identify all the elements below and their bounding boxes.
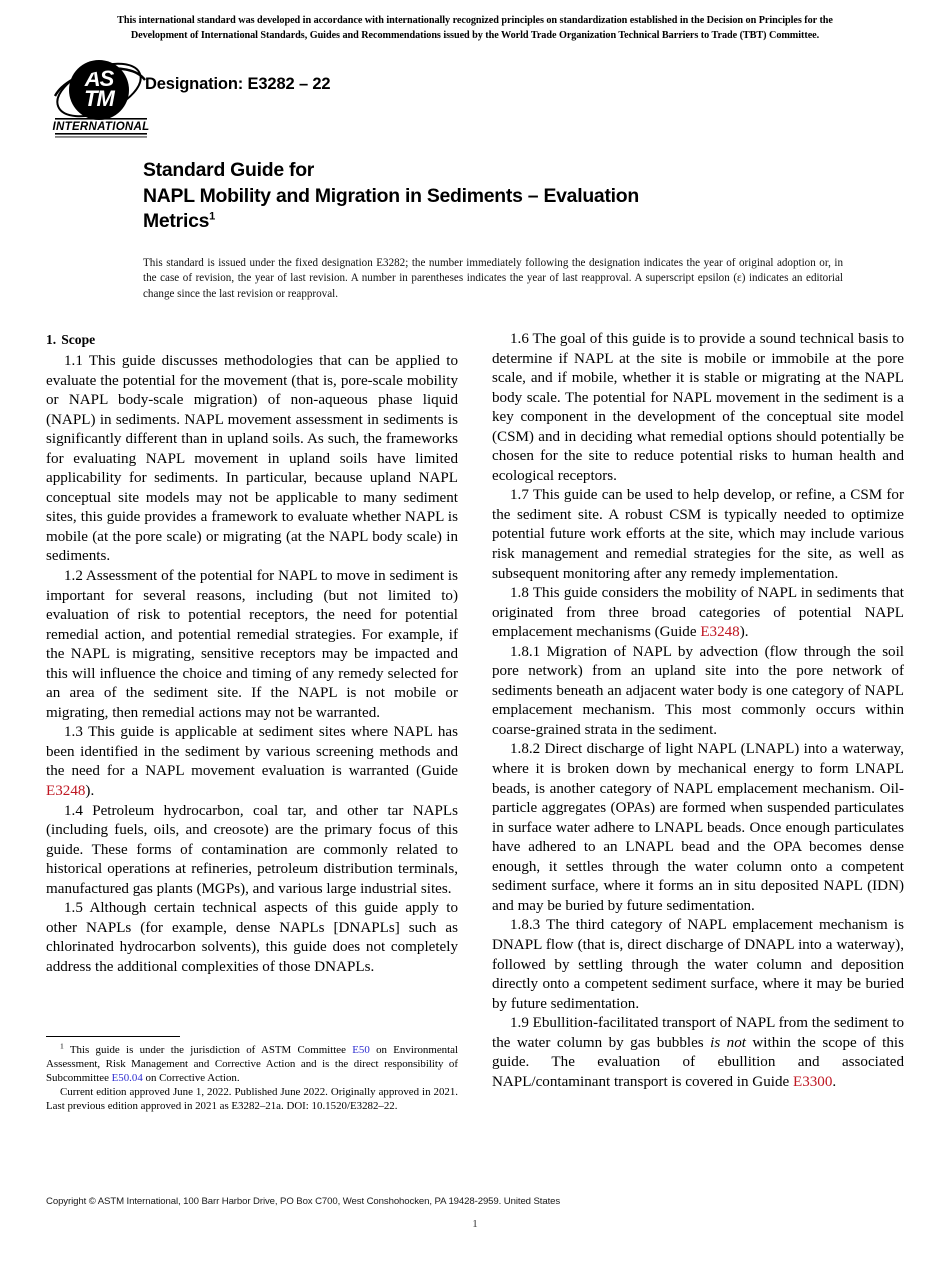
guide-link-e3300[interactable]: E3300 [792, 1073, 833, 1090]
paragraph-1-4: 1.4 Petroleum hydrocarbon, coal tar, and other tar NAPLs (including fuels, oils, and creosote) are the primary focus of this guide. These forms of contamination are commonly related to historical operations at refineries, petroleum distribution terminals, manufactured gas plants (MGPs), and various large industrial sites. [46, 802, 458, 897]
paragraph-1-3-text-after: ). [85, 783, 95, 800]
left-column [46, 330, 458, 978]
paragraph-1-3 [46, 723, 458, 801]
footnote-jurisdiction [46, 1043, 458, 1085]
section-title: Scope [61, 332, 96, 347]
title-line-3 [143, 209, 903, 235]
committee-link-e50[interactable]: E50 [352, 1044, 370, 1056]
paragraph-1-7: 1.7 This guide can be used to help develop, or refine, a CSM for the sediment site. A robust CSM is typically needed to optimize potential future work efforts at the site, which may include various risk management and remedial strategies for the site, as well as subsequent monitoring after any remedy implementation. [492, 487, 904, 582]
banner-line-1: This international standard was developed in accordance with internationally recognized principles on standardization established in the Decision on Principles for the [117, 15, 833, 26]
title-footnote-marker: 1 [209, 210, 216, 223]
footnote-marker: 1 [60, 1041, 64, 1051]
footnote-part-3: on Corrective Action. [142, 1072, 240, 1084]
paragraph-1-3-text-before: 1.3 This guide is applicable at sediment sites where NAPL has been identified in the sediment by various screening methods and the need for a NAPL movement evaluation is warranted (Guide [46, 724, 458, 780]
guide-link-e3248[interactable]: E3248 [46, 783, 86, 800]
paragraph-1-1: 1.1 This guide discusses methodologies that can be applied to evaluate the potential for the movement (that is, pore-scale mobility or NAPL body-scale migration) of non-aqueous phase liquid (NAPL) in sediments. NAPL movement assessment in sediments is significantly different than in upland soils. As such, the frameworks for evaluating NAPL movement in upland soils have limited applicability for sediments. In particular, because upland NAPL conceptual site models may not be applicable to many sediment sites, this guide provides a framework to evaluate whether NAPL is mobile (at the pore scale) or migrating (at the NAPL body scale) in sediments. [46, 353, 458, 565]
paragraph-1-9-emphasis: is not [710, 1034, 746, 1051]
masthead [46, 56, 906, 142]
footnote-part-2: on Environmental Assessment, Risk Management and Corrective Action and is the direct responsibility of Subcommittee [46, 1044, 459, 1084]
footnote-rule [46, 1036, 180, 1037]
paragraph-1-9 [492, 1014, 904, 1092]
right-column [492, 330, 904, 1092]
section-number: 1. [46, 332, 57, 347]
paragraph-1-8 [492, 584, 904, 643]
subcommittee-link-e50-04[interactable]: E50.04 [111, 1072, 143, 1084]
issue-statement: This standard is issued under the fixed designation E3282; the number immediately following the designation indicates the year of original adoption or, in the case of revision, the year of last revision. A number in parentheses indicates the year of last reapproval. A superscript epsilon (ε) indicates an editorial change since the last revision or reapproval. [143, 257, 843, 300]
paragraph-1-5: 1.5 Although certain technical aspects of this guide apply to other NAPLs (for example, dense NAPLs [DNAPLs] such as chlorinated hydrocarbon solvents), this guide does not completely address the additional complexities of those DNAPLs. [46, 900, 458, 975]
page-number: 1 [472, 1218, 478, 1230]
paragraph-1-8-2: 1.8.2 Direct discharge of light NAPL (LNAPL) into a waterway, where it is broken down by mechanical energy to form LNAPL beads, is another category of NAPL emplacement mechanism. Oil-particle aggregates (OPAs) are formed when suspended particulates in surface water adhere to LNAPL beads. Once enough particulates have adhered to an LNAPL bead and the OPA becomes dense enough, it settles through the water column onto a competent sediment surface, where it forms an in situ deposited NAPL (IDN) and may be buried by future sedimentation. [492, 741, 904, 914]
paragraph-1-8-3: 1.8.3 The third category of NAPL emplacement mechanism is DNAPL flow (that is, direct discharge of DNAPL into a waterway), followed by settling through the water column and deposition directly onto a competent sediment surface, where it may be buried by future sedimentation. [492, 917, 904, 1012]
section-heading-scope [46, 330, 458, 349]
standards-banner [46, 14, 904, 43]
paragraph-1-9-text-a: 1.9 Ebullition-facilitated transport of NAPL from the sediment to the water column by gas bubbles [492, 1015, 904, 1051]
paragraph-1-8-text-after: ). [739, 624, 749, 641]
title-line-3-text: Metrics [143, 210, 210, 233]
paragraph-1-6: 1.6 The goal of this guide is to provide a sound technical basis to determine if NAPL at the site is mobile or immobile at the pore scale, and if mobile, whether it is stable or migrating at the NAPL body scale. The potential for NAPL movement in the sediment is a key component in the development of the conceptual site model (CSM) and in deciding what remedial options should potentially be chosen for the site to reduce potential risks to human health and ecological receptors. [492, 331, 904, 484]
guide-link-e3248-second[interactable]: E3248 [700, 624, 740, 641]
svg-text:AS: AS [84, 66, 114, 91]
body-columns [46, 330, 904, 1140]
paragraph-1-8-1: 1.8.1 Migration of NAPL by advection (flow through the soil pore network) from an upland site into the pore network of sediments beneath an adjacent water body is one category of NAPL emplacement mechanism. This most commonly occurs within coarse-grained strata in the sediment. [492, 643, 904, 738]
paragraph-1-9-text-b: within the scope of this guide. The evaluation of ebullition and associated NAPL/contaminant transport is covered in Guide [492, 1034, 904, 1090]
title-line-1: Standard Guide for [143, 159, 315, 181]
svg-text:TM: TM [84, 86, 114, 111]
paragraph-1-8-text-before: 1.8 This guide considers the mobility of NAPL in sediments that originated from three broad categories of potential NAPL emplacement mechanisms (Guide [492, 585, 904, 641]
paragraph-1-2: 1.2 Assessment of the potential for NAPL to move in sediment is important for several reasons, including (but not limited to) evaluation of risk to potential receptors, the need for potential remedial action, and potential remedial strategies. For example, if the NAPL is migrating, sensitive receptors may be impacted and this will influence the choice and timing of any remedy selected for an area of the sediment site. If the NAPL is not mobile or migrating, then remedial actions may not be warranted. [46, 568, 458, 721]
footnote-edition: Current edition approved June 1, 2022. Published June 2022. Originally approved in 2021. Last previous edition approved in 2021 as E3282–21a. DOI: 10.1520/E3282–22. [46, 1086, 458, 1112]
document-title [143, 158, 903, 235]
designation-label: Designation: E3282 – 22 [145, 75, 331, 93]
astm-logo [49, 56, 153, 140]
title-line-2: NAPL Mobility and Migration in Sediments – Evaluation [143, 184, 639, 207]
banner-line-2: Development of International Standards, Guides and Recommendations issued by the World Trade Organization Technical Barriers to Trade (TBT) Committee. [130, 29, 820, 41]
paragraph-1-9-text-c: . [832, 1073, 837, 1090]
footnote-block [46, 1036, 458, 1113]
footnote-part-1: This guide is under the jurisdiction of ASTM Committee [63, 1044, 353, 1056]
astm-logo-subtext: INTERNATIONAL [52, 121, 150, 133]
copyright-notice: Copyright © ASTM International, 100 Barr Harbor Drive, PO Box C700, West Conshohocken, PA 19428-2959. United States [46, 1196, 561, 1207]
